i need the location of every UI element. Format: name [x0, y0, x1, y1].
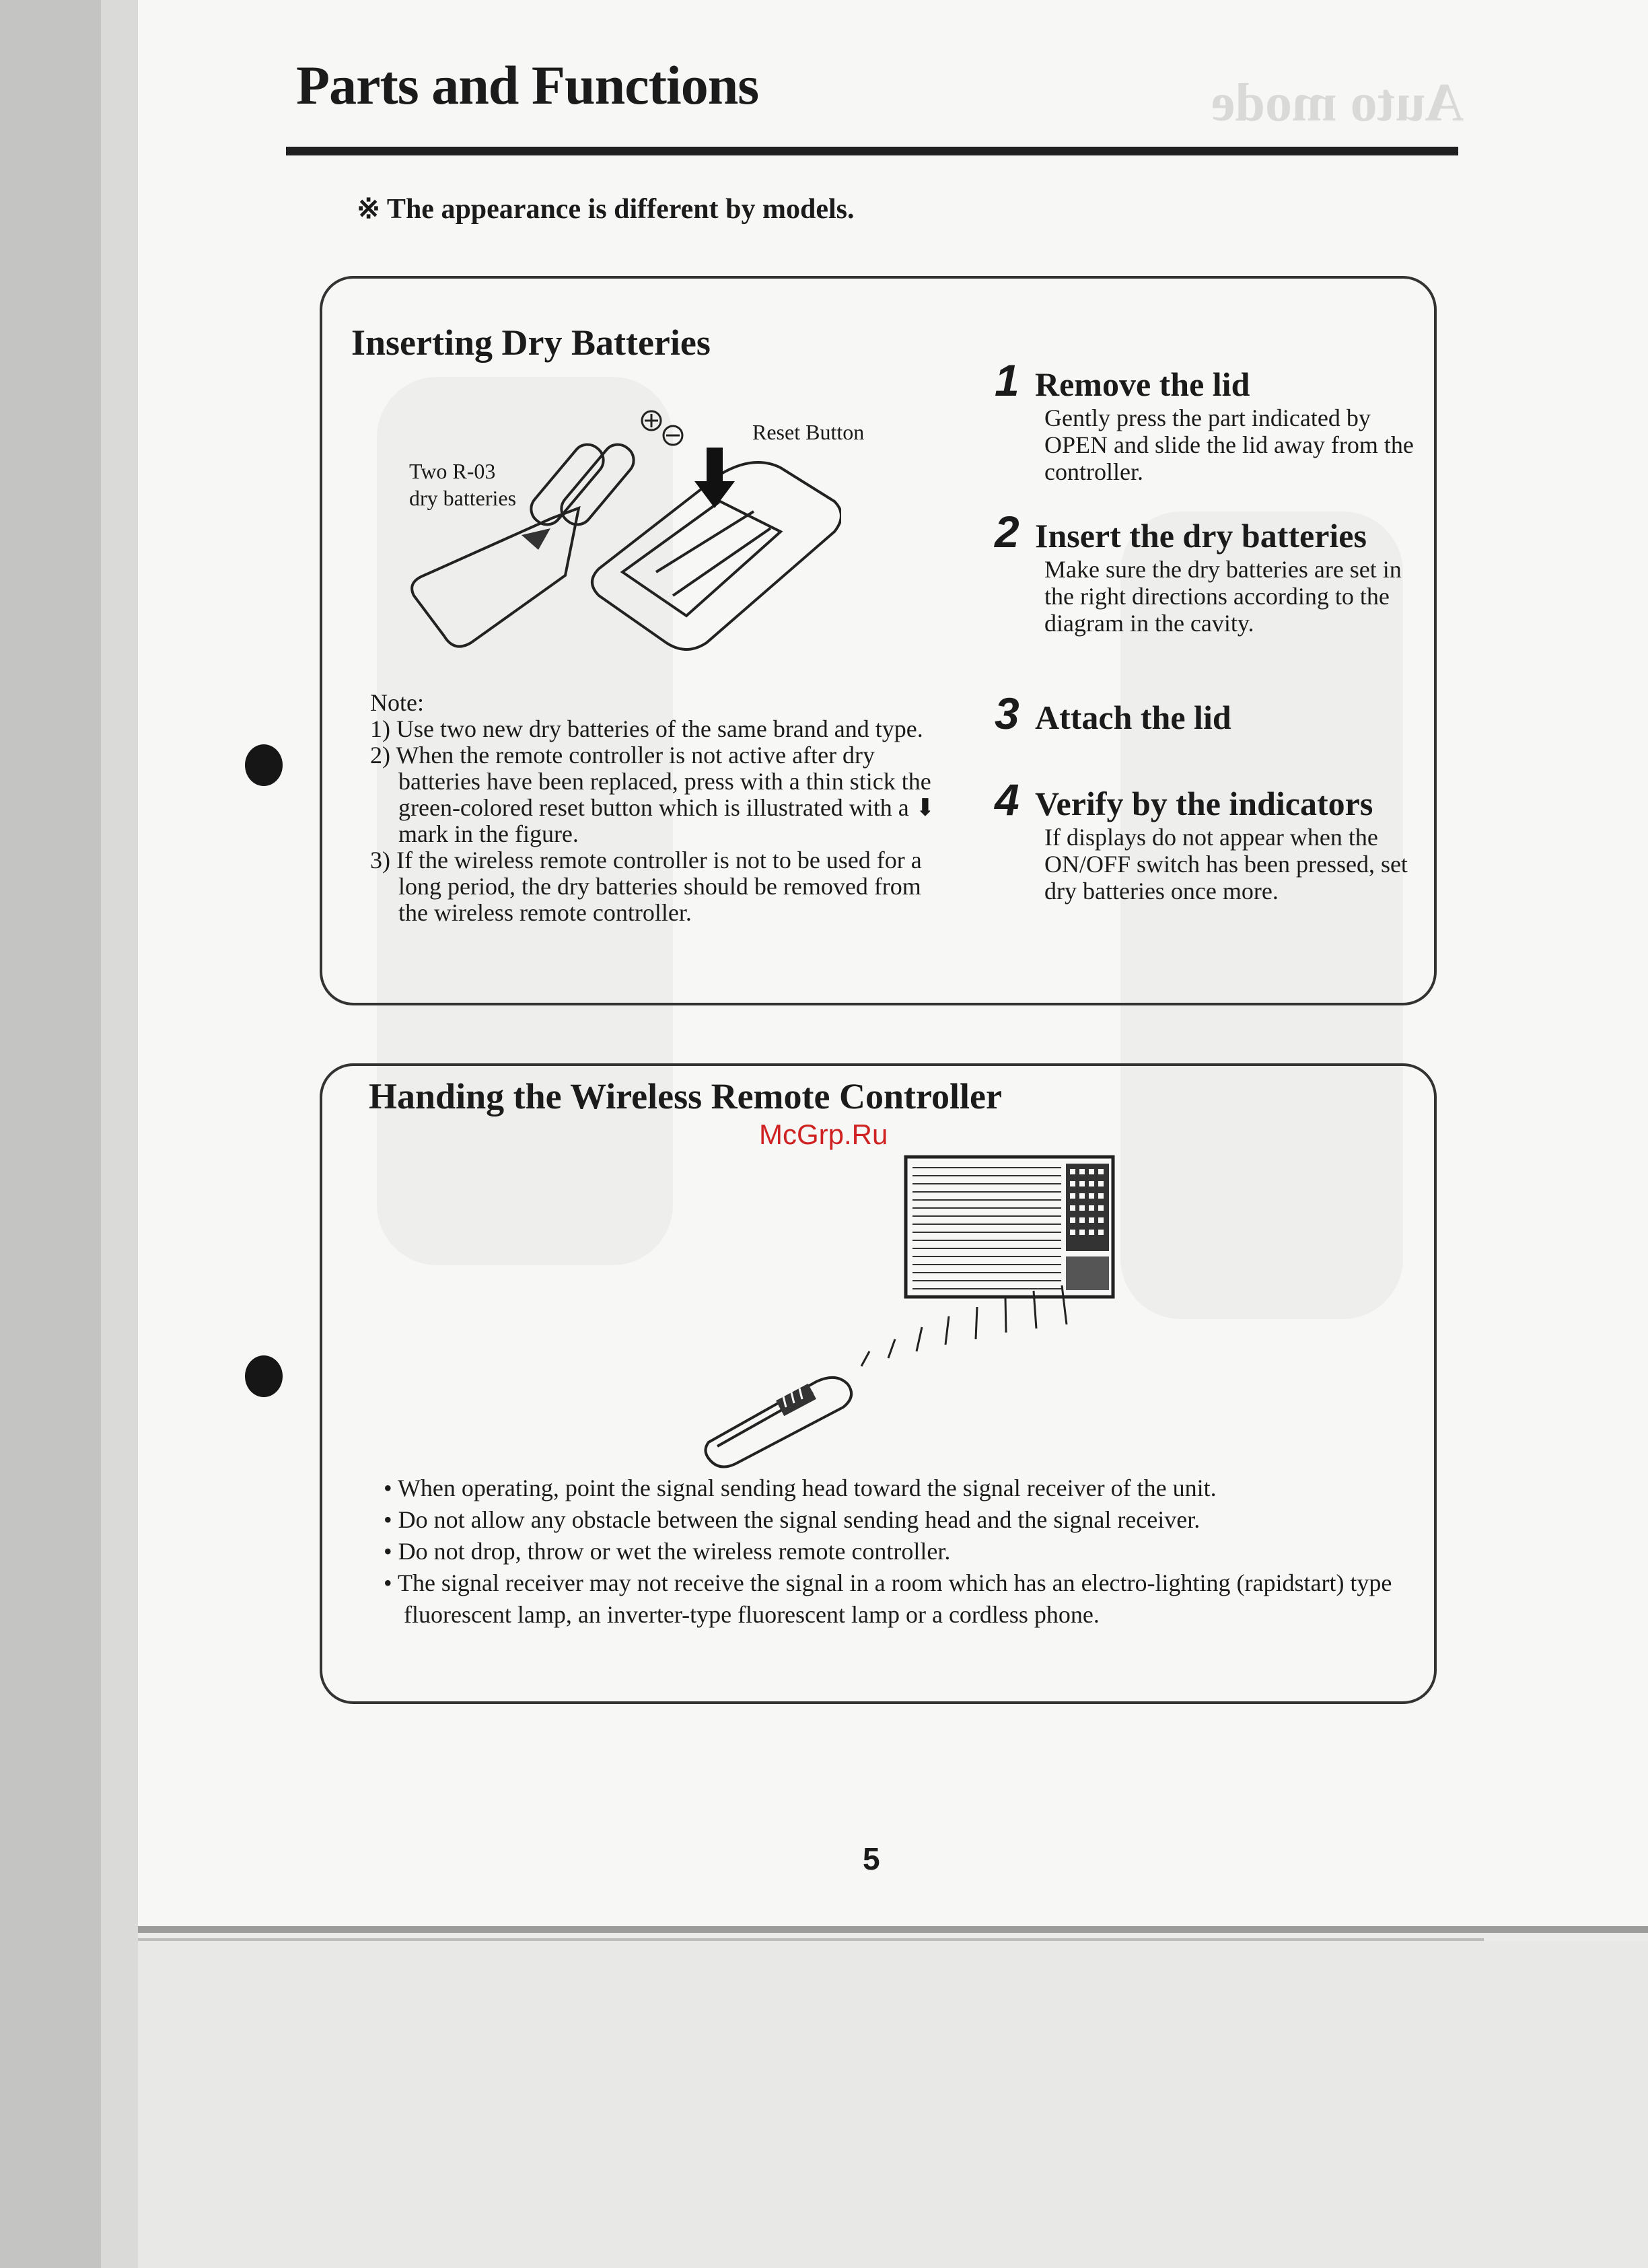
- step-2: [995, 507, 1425, 637]
- step-body: If displays do not appear when the ON/OFF switch has been pressed, set dry batteries once more.: [1044, 824, 1408, 905]
- bleed-through-title: Auto mode: [1211, 73, 1464, 133]
- notes-block: [370, 690, 942, 926]
- step-number: 1: [995, 355, 1019, 405]
- note-item: 3) If the wireless remote controller is not to be used for a long period, the dry batteries should be removed from the wireless remote controller.: [370, 847, 922, 926]
- punch-hole: [245, 1355, 283, 1397]
- open-mark-triangle: [522, 528, 550, 550]
- step-number: 3: [995, 688, 1019, 738]
- reset-button-label: Reset Button: [752, 420, 865, 444]
- title-rule: [286, 147, 1458, 155]
- step-number: 4: [995, 775, 1019, 824]
- watermark: McGrp.Ru: [759, 1119, 888, 1150]
- step-title: Attach the lid: [1035, 699, 1231, 736]
- step-3: [995, 688, 1425, 738]
- battery-label-line2: dry batteries: [409, 486, 517, 510]
- battery-label-line1: Two R-03: [409, 459, 496, 483]
- handling-section-title: Handing the Wireless Remote Controller: [369, 1076, 1002, 1117]
- bullet-item: • Do not allow any obstacle between the signal sending head and the signal receiver.: [384, 1506, 1201, 1533]
- step-title: Remove the lid: [1035, 365, 1250, 403]
- step-body: Gently press the part indicated by OPEN and slide the lid away from the controller.: [1044, 404, 1414, 485]
- signal-waves-drawing: [855, 1272, 1104, 1380]
- scan-left-strip-inner: [101, 0, 138, 2268]
- note-item: 2) When the remote controller is not active after dry batteries have been replaced, press with a thin stick the green-colored reset button which is illustrated with a ⬇ mark in the figure.: [370, 742, 935, 847]
- appearance-note: ※ The appearance is different by models.: [357, 194, 855, 225]
- step-title: Verify by the indicators: [1035, 785, 1373, 822]
- batteries-section-title: Inserting Dry Batteries: [351, 322, 711, 363]
- notes-heading: Note:: [370, 689, 424, 716]
- scanner-background: [138, 1941, 1648, 2268]
- polarity-symbols: [642, 411, 682, 445]
- handling-bullets: [384, 1473, 1393, 1631]
- remote-controller-drawing: [698, 1363, 860, 1470]
- bullet-item: • When operating, point the signal sending head toward the signal receiver of the unit.: [384, 1475, 1217, 1501]
- note-item: 1) Use two new dry batteries of the same brand and type.: [370, 715, 923, 742]
- page-bottom-edge: [138, 1926, 1648, 1933]
- page-number: 5: [863, 1841, 880, 1876]
- punch-hole: [245, 744, 283, 786]
- bullet-item: • Do not drop, throw or wet the wireless remote controller.: [384, 1538, 951, 1565]
- page-title: Parts and Functions: [296, 55, 759, 116]
- bullet-item: • The signal receiver may not receive the signal in a room which has an electro-lighting (rapidstart) type fluorescent lamp, an inverter-type fluorescent lamp or a cordless phone.: [384, 1569, 1392, 1628]
- step-number: 2: [995, 507, 1019, 557]
- battery-drawings: [525, 439, 639, 531]
- battery-lid-drawing: [412, 508, 579, 647]
- step-title: Insert the dry batteries: [1035, 517, 1367, 555]
- step-4: [995, 775, 1425, 905]
- step-1: [995, 355, 1425, 485]
- reset-arrow-icon: [694, 448, 735, 508]
- step-body: Make sure the dry batteries are set in the right directions according to the diagram in the cavity.: [1044, 556, 1402, 637]
